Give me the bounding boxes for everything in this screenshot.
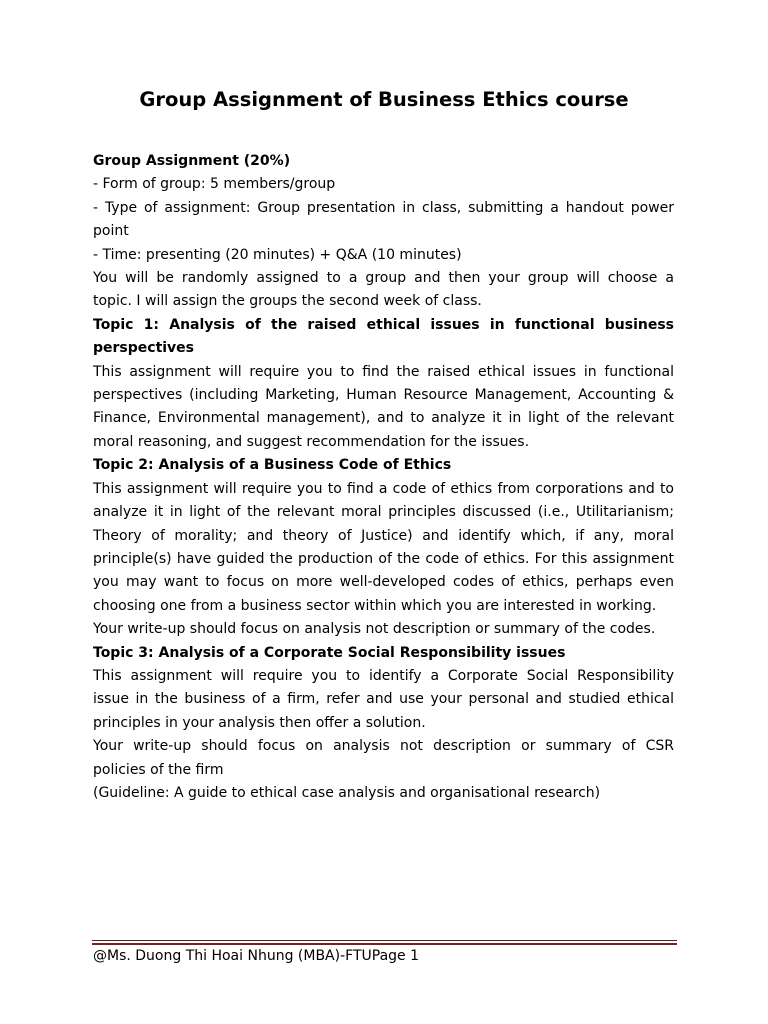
body-text-line: choosing one from a business sector within which you are interested in working. <box>93 597 657 614</box>
body-text-line: This assignment will require you to identify a Corporate Social Responsibility <box>93 667 674 684</box>
body-text-line: - Type of assignment: Group presentation in class, submitting a handout power <box>93 199 674 216</box>
body-text-line: point <box>93 223 129 240</box>
body-text-line: Your write-up should focus on analysis not description or summary of CSR <box>93 738 674 755</box>
body-text-line: perspectives (including Marketing, Human Resource Management, Accounting & <box>93 387 674 404</box>
body-text-line: you may want to focus on more well-developed codes of ethics, perhaps even <box>93 574 674 591</box>
body-text-line: (Guideline: A guide to ethical case analysis and organisational research) <box>93 784 601 801</box>
footer-page-number: Page 1 <box>371 948 419 964</box>
body-text-line: This assignment will require you to find a code of ethics from corporations and to <box>93 480 674 497</box>
footer-author: @Ms. Duong Thi Hoai Nhung (MBA)-FTU <box>93 948 372 964</box>
body-text-line: principle(s) have guided the production of the code of ethics. For this assignment <box>93 550 674 567</box>
body-text-line: topic. I will assign the groups the second week of class. <box>93 293 482 310</box>
body-text-line: moral reasoning, and suggest recommendation for the issues. <box>93 433 530 450</box>
section-heading-line: Group Assignment (20%) <box>93 153 291 169</box>
section-heading-line: Topic 1: Analysis of the raised ethical issues in functional business <box>93 316 674 333</box>
body-text-line: - Time: presenting (20 minutes) + Q&A (10 minutes) <box>93 246 462 263</box>
body-text-line: Your write-up should focus on analysis not description or summary of the codes. <box>93 621 656 638</box>
body-text-line: Finance, Environmental management), and to analyze it in light of the relevant <box>93 410 674 427</box>
section-heading-line: perspectives <box>93 340 195 357</box>
document-body <box>93 150 674 805</box>
section-heading-line: Topic 2: Analysis of a Business Code of Ethics <box>93 457 452 474</box>
section-heading-line: Topic 3: Analysis of a Corporate Social Responsibility issues <box>93 644 566 661</box>
footer-divider <box>92 940 677 945</box>
body-text-line: policies of the firm <box>93 761 224 778</box>
body-text-line: analyze it in light of the relevant moral principles discussed (i.e., Utilitarianism; <box>93 504 674 521</box>
body-text-line: Theory of morality; and theory of Justice) and identify which, if any, moral <box>93 527 674 544</box>
document-title: Group Assignment of Business Ethics course <box>139 88 629 111</box>
page-footer <box>93 946 419 966</box>
body-text-line: You will be randomly assigned to a group and then your group will choose a <box>93 270 674 287</box>
body-text-line: principles in your analysis then offer a solution. <box>93 714 426 731</box>
body-text-line: This assignment will require you to find the raised ethical issues in functional <box>93 363 674 380</box>
body-text-line: issue in the business of a firm, refer and use your personal and studied ethical <box>93 691 674 708</box>
body-text-line: - Form of group: 5 members/group <box>93 176 336 193</box>
